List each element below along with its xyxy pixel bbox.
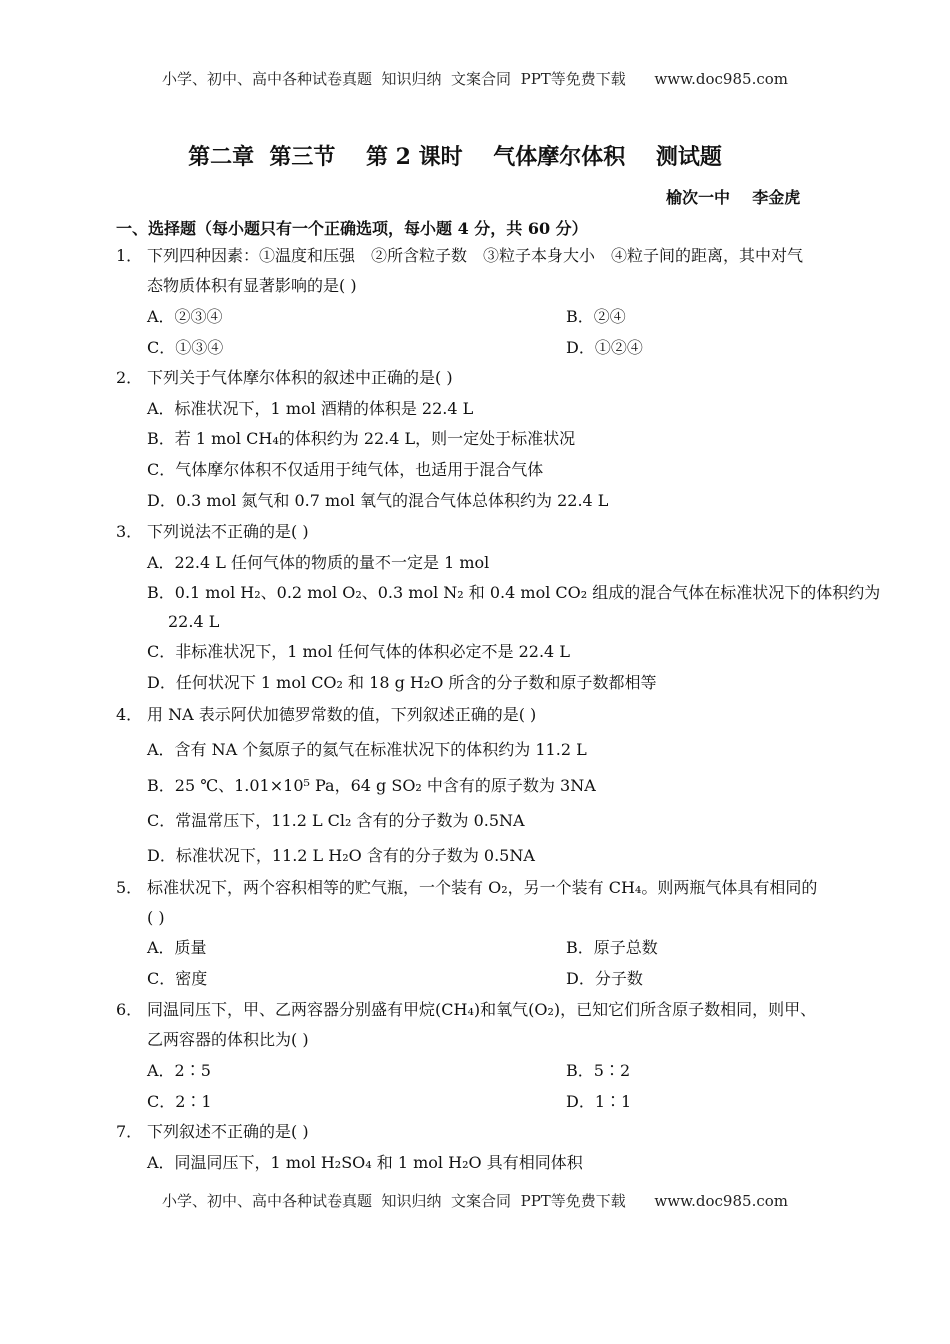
question-text: 态物质体积有显著影响的是( )	[147, 276, 357, 295]
option: D．标准状况下，11.2 L H₂O 含有的分子数为 0.5NA	[147, 846, 535, 865]
option: B．5∶2	[566, 1061, 631, 1080]
page-title: 第二章 第三节 第 2 课时 气体摩尔体积 测试题	[188, 144, 722, 170]
option: A．22.4 L 任何气体的物质的量不一定是 1 mol	[147, 553, 490, 572]
option: C．密度	[147, 969, 208, 988]
question-number: 7．	[116, 1122, 143, 1141]
option: C．常温常压下，11.2 L Cl₂ 含有的分子数为 0.5NA	[147, 811, 525, 830]
question-text: 下列四种因素：①温度和压强 ②所含粒子数 ③粒子本身大小 ④粒子间的距离，其中对气	[147, 246, 804, 265]
question-text: 下列关于气体摩尔体积的叙述中正确的是( )	[147, 368, 453, 387]
page-footer: 小学、初中、高中各种试卷真题 知识归纳 文案合同 PPT等免费下载 www.doc985.com	[161, 1192, 788, 1210]
option: A．同温同压下，1 mol H₂SO₄ 和 1 mol H₂O 具有相同体积	[147, 1153, 583, 1172]
question-number: 5．	[116, 878, 143, 897]
question-number: 6．	[116, 1000, 143, 1019]
option: A．②③④	[147, 307, 223, 326]
question-text: 用 NA 表示阿伏加德罗常数的值，下列叙述正确的是( )	[147, 705, 537, 724]
question-text: 同温同压下，甲、乙两容器分别盛有甲烷(CH₄)和氧气(O₂)，已知它们所含原子数相同，则甲、	[147, 1000, 817, 1019]
option-continuation: 22.4 L	[168, 612, 220, 631]
option: B．原子总数	[566, 938, 658, 957]
section-heading: 一、选择题（每小题只有一个正确选项，每小题 4 分，共 60 分）	[116, 219, 588, 238]
option: B．25 ℃、1.01×10⁵ Pa，64 g SO₂ 中含有的原子数为 3NA	[147, 776, 596, 795]
option: D．①②④	[566, 338, 643, 357]
option: C．①③④	[147, 338, 224, 357]
author-line: 榆次一中 李金虎	[666, 188, 801, 207]
question-text: 标准状况下，两个容积相等的贮气瓶，一个装有 O₂，另一个装有 CH₄。则两瓶气体具有相同的	[147, 878, 818, 897]
option: C．非标准状况下，1 mol 任何气体的体积必定不是 22.4 L	[147, 642, 570, 661]
option: A．2∶5	[147, 1061, 211, 1080]
option: D．0.3 mol 氮气和 0.7 mol 氧气的混合气体总体积约为 22.4 L	[147, 491, 609, 510]
question-text: ( )	[147, 908, 165, 927]
question-number: 2．	[116, 368, 143, 387]
option: C．气体摩尔体积不仅适用于纯气体，也适用于混合气体	[147, 460, 544, 479]
option: B．若 1 mol CH₄的体积约为 22.4 L，则一定处于标准状况	[147, 429, 576, 448]
option: A．含有 NA 个氦原子的氦气在标准状况下的体积约为 11.2 L	[147, 740, 587, 759]
option: D．分子数	[566, 969, 643, 988]
option: D．任何状况下 1 mol CO₂ 和 18 g H₂O 所含的分子数和原子数都相等	[147, 673, 657, 692]
option: D．1∶1	[566, 1092, 632, 1111]
option: B．②④	[566, 307, 626, 326]
page-header: 小学、初中、高中各种试卷真题 知识归纳 文案合同 PPT等免费下载 www.doc985.com	[161, 70, 788, 88]
question-text: 乙两容器的体积比为( )	[147, 1030, 309, 1049]
question-number: 3．	[116, 522, 143, 541]
option: C．2∶1	[147, 1092, 212, 1111]
option: B．0.1 mol H₂、0.2 mol O₂、0.3 mol N₂ 和 0.4 mol CO₂ 组成的混合气体在标准状况下的体积约为	[147, 583, 881, 602]
question-text: 下列叙述不正确的是( )	[147, 1122, 309, 1141]
option: A．标准状况下，1 mol 酒精的体积是 22.4 L	[147, 399, 474, 418]
option: A．质量	[147, 938, 207, 957]
question-number: 4．	[116, 705, 143, 724]
question-text: 下列说法不正确的是( )	[147, 522, 309, 541]
question-number: 1．	[116, 246, 143, 265]
